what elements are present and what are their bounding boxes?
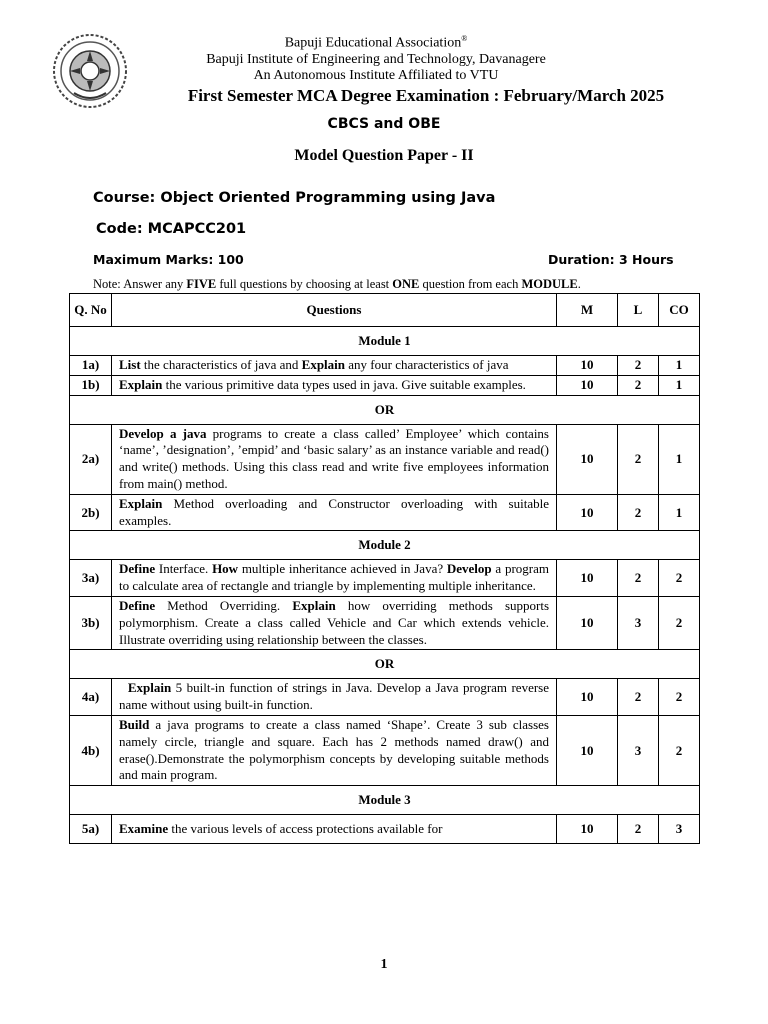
course-code: Code: MCAPCC201 [96,221,247,237]
table-row: 4b) Build a java programs to create a class named ‘Shape’. Create 3 sub classes namely circle, triangle and square. Each has 2 methods named draw() and erase().Demonstrate the polymorphism concepts by developing suitable methods and main program. 10 3 2 [70,715,700,785]
table-row: 2b) Explain Method overloading and Constructor overloading with suitable examples. 10 2 1 [70,494,700,531]
table-row: 3a) Define Interface. How multiple inheritance achieved in Java? Develop a program to calculate area of rectangle and triangle by implementing multiple inheritance. 10 2 2 [70,560,700,597]
col-questions: Questions [112,294,557,327]
question-table [69,293,700,844]
module-heading: Module 3 [70,786,700,815]
course-title: Course: Object Oriented Programming using Java [93,190,496,206]
scheme-label: CBCS and OBE [327,116,441,132]
max-marks: Maximum Marks: 100 [93,252,244,267]
instructions-note: Note: Answer any FIVE full questions by choosing at least ONE question from each MODULE. [93,277,581,291]
exam-title: First Semester MCA Degree Examination : February/March 2025 [187,86,665,105]
table-row: 5a) Examine the various levels of access protections available for 10 2 3 [70,815,700,844]
autonomous-line: An Autonomous Institute Affiliated to VTU [253,68,499,83]
table-row: 4a) Explain 5 built-in function of strings in Java. Develop a Java program reverse name without using built-in function. 10 2 2 [70,679,700,716]
institute-name: Bapuji Institute of Engineering and Technology, Davanagere [206,52,546,67]
page-number: 1 [380,957,388,972]
table-row: 2a) Develop a java programs to create a class called’ Employee’ which contains ‘name’, ’designation’, ’empid’ and ‘basic salary’ as an instance variable and read() and write() methods. Using this class read and write five employees information from main() method. 10 2 1 [70,424,700,494]
module-heading: Module 1 [70,327,700,356]
paper-title: Model Question Paper - II [294,147,474,164]
module-heading: Module 2 [70,531,700,560]
association-name: Bapuji Educational Association® [284,34,468,51]
duration: Duration: 3 Hours [548,252,674,267]
or-separator: OR [70,395,700,424]
table-header-row [70,294,700,327]
institute-logo [52,33,128,109]
table-row: 3b) Define Method Overriding. Explain how overriding methods supports polymorphism. Create a class called Vehicle and Car which extends vehicle. Illustrate overriding using relationship between the classes. 10 3 2 [70,596,700,649]
col-marks: M [557,294,618,327]
col-level: L [618,294,659,327]
table-row: 1a) List the characteristics of java and Explain any four characteristics of java 10 2 1 [70,356,700,376]
col-co: CO [659,294,700,327]
col-qno: Q. No [70,294,112,327]
or-separator: OR [70,650,700,679]
table-row: 1b) Explain the various primitive data types used in java. Give suitable examples. 10 2 1 [70,375,700,395]
